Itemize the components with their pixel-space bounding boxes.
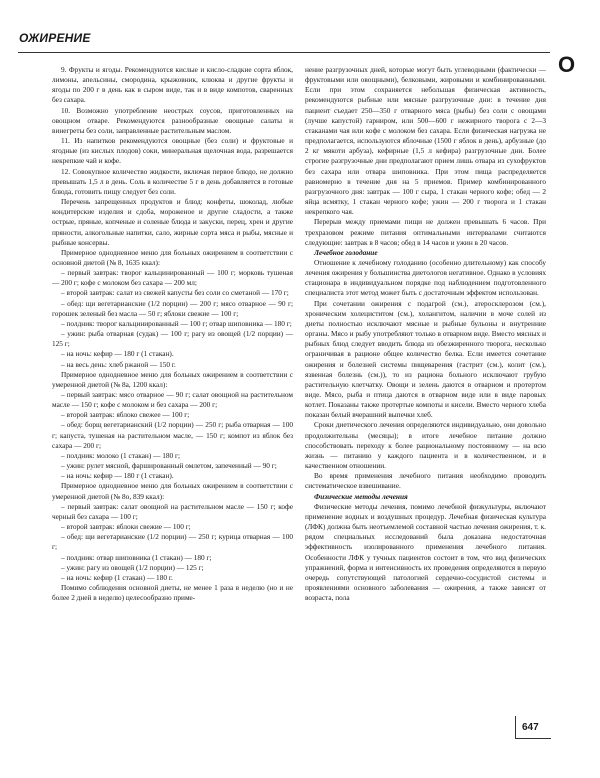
paragraph: нение разгрузочных дней, которые могут быть углеводными (фактически — фруктовыми или овощными), белковыми, жировыми и комбинированными. Если при этом сохраняется небольшая физическая активность, рекомендуются рыбные или мясные разгрузочные дни: в течение дня пациент съедает 250—350 г отварного мяса (рыбы) без соли с овощами (лучше капустой) гарниром, или 500—600 г нежирного творога с 2—3 стаканами чая или кофе с молоком без сахара. Если физическая нагрузка не предполагается, используются яблочные (1500 г яблок в день), арбузные (до 2 кг мякоти арбуза), кефирные (1,5 л кефира) разгрузочные дни. Более строгие разгрузочные дни предполагают прием лишь отвара из сухофруктов без сахара или отвара шиповника. При этом пища распределяется равномерно в течение дня на 5 приемов. Пример комбинированного разгрузочного дня: завтрак — 100 г сыра, 1 стакан черного кофе; обед — 2 яйца всмятку, 1 стакан черного кофе; ужин — 200 г творога и 1 стакан некрепкого чая. [305, 65, 546, 217]
menu-item: – полдник: творог кальцинированный — 100 г; отвар шиповника — 180 г; [61, 318, 292, 328]
paragraph: Примерное однодневное меню для больных ожирением в соответствии с умеренной диетой (№ 8а, 1200 ккал): [52, 369, 293, 389]
menu-item: – на ночь: кефир — 180 г (1 стакан). [61, 471, 174, 481]
section-heading: Лечебное голодание [314, 247, 378, 257]
menu-item: – ужин: рулет мясной, фаршированный омлетом, запеченный — 90 г; [61, 461, 277, 471]
paragraph: 9. Фрукты и ягоды. Рекомендуются кислые и кисло-сладкие сорта яблок, лимоны, апельсины, смородина, крыжовник, клюква и другие фрукты и ягоды по 200 г в день как в сыром виде, так и в виде компотов, сваренных без сахара. [52, 65, 293, 105]
menu-item: – ужин: рагу из овощей (1/2 порции) — 125 г; [61, 562, 204, 572]
menu-item: – на ночь: кефир (1 стакан) — 180 г. [61, 572, 173, 582]
paragraph: Сроки диетического лечения определяются индивидуально, они довольно продолжительны (месяцы); в итоге лечебное питание должно способствовать переходу к более рациональному постоянному — на всю жизнь — питанию у каждого пациента и в количественном, и в качественном отношении. [305, 420, 546, 471]
paragraph: Перечень запрещенных продуктов и блюд: конфеты, шоколад, любые кондитерские изделия и сдоба, мороженое и другие сладости, а также острые, пряные, копченые и соленые блюда и закуски, перец, хрен и другие пряности, алкогольные напитки, сало, жирные сорта мяса и рыбы, мясные и рыбные консервы. [52, 197, 293, 247]
text-body [52, 65, 546, 727]
menu-item: – обед: борщ вегетарианский (1/2 порции) — 250 г; рыба отварная — 100 г; капуста, тушеная на растительном масле, — 150 г; компот из яблок без сахара — 200 г; [52, 420, 293, 450]
paragraph: Отношение к лечебному голоданию (особенно длительному) как способу лечения ожирения у большинства диетологов негативное. Однако в условиях стационара в индивидуальном порядке под наблюдением подготовленного специалиста этот метод может быть с достаточным эффектом использован. [305, 257, 546, 298]
right-column [305, 65, 546, 727]
header-title: ОЖИРЕНИЕ [19, 31, 91, 45]
menu-item: – первый завтрак: салат овощной на растительном масле — 150 г; кофе черный без сахара — 100 г; [52, 501, 293, 521]
menu-item: – полдник: отвар шиповника (1 стакан) — 180 г; [61, 552, 212, 562]
menu-item: – обед: щи вегетарианские (1/2 порции) — 200 г; мясо отварное — 90 г; горошек зеленый без масла — 50 г; яблоки свежие — 100 г; [52, 298, 293, 318]
menu-item: – полдник: молоко (1 стакан) — 180 г; [61, 450, 180, 460]
left-column [52, 65, 293, 727]
section-heading: Физические методы лечения [314, 491, 408, 501]
paragraph: 10. Возможно употребление неострых соусов, приготовленных на овощном отваре. Рекомендуются разнообразные овощные салаты и винегреты без соли, заправленные растительным маслом. [52, 105, 293, 135]
menu-item: – обед: щи вегетарианские (1/2 порции) — 250 г; курица отварная — 100 г; [52, 532, 293, 552]
page-number: 647 [522, 722, 539, 733]
running-header [18, 30, 576, 77]
paragraph: Во время применения лечебного питания необходимо проводить систематическое взвешивание. [305, 471, 546, 491]
footer-divider [515, 716, 516, 738]
menu-item: – ужин: рыба отварная (судак) — 100 г; рагу из овощей (1/2 порции) — 125 г; [52, 329, 293, 349]
paragraph: Помимо соблюдения основной диеты, не менее 1 раза в неделю (но и не более 2 дней в неделю) целесообразно приме- [52, 582, 293, 603]
menu-item: – первый завтрак: мясо отварное — 90 г; салат овощной на растительном масле — 150 г; кофе с молоком и без сахара — 200 г; [52, 390, 293, 410]
paragraph: Примерное однодневное меню для больных ожирением в соответствии с умеренной диетой (№ 8о, 839 ккал): [52, 481, 293, 501]
menu-item: – на весь день: хлеб ржаной — 150 г. [61, 359, 176, 369]
paragraph: При сочетании ожирения с подагрой (см.), атеросклерозом (см.), хроническим холециститом (см.), холангитом, наличии в моче солей из диеты полностью исключают мясные и рыбные бульоны и внутренние органы. Мясо и рыбу употребляют только в отварном виде. Вместо мясных и рыбных блюд следует вводить блюда из обезжиренного творога, несколько ограничивая в рационе общее количество белка. Если имеется сочетание ожирения и болезней системы пищеварения (гастрит (см.), колит (см.), язвенная болезнь (см.)), то из рациона больного исключают грубую растительную клетчатку. Овощи и зелень даются в отварном и протертом виде. Мясо, рыба и птица даются в отварном виде или в виде паровых котлет. Показаны также протертые компоты и кисели. Вместо черного хлеба показан белый вчерашний выпечки хлеб. [305, 298, 546, 420]
menu-item: – второй завтрак: салат из свежей капусты без соли со сметаной — 170 г; [61, 288, 289, 298]
menu-item: – первый завтрак: творог кальцинированный — 100 г; морковь тушеная — 200 г; кофе с молоком без сахара — 200 мл; [52, 268, 293, 288]
menu-item: – второй завтрак: яблоки свежие — 100 г; [61, 522, 191, 532]
section-letter: О [558, 52, 576, 77]
paragraph: 11. Из напитков рекомендуются овощные (без соли) и фруктовые и ягодные (из кислых плодов) соки, минеральная щелочная вода, разрешается некрепкие чай и кофе. [52, 136, 293, 166]
paragraph: Перерыв между приемами пищи не должен превышать 6 часов. При трехразовом режиме питания оптимальными интервалами считаются следующие: завтрак в 8 часов; обед в 14 часов и ужин в 20 часов. [305, 217, 546, 247]
menu-item: – на ночь: кефир — 180 г (1 стакан). [61, 349, 174, 359]
menu-item: – второй завтрак: яблоко свежее — 100 г; [61, 410, 190, 420]
paragraph: Примерное однодневное меню для больных ожирением в соответствии с основной диетой (№ 8, 1635 ккал): [52, 247, 293, 267]
footer-underline [515, 738, 551, 739]
paragraph: 12. Совокупное количество жидкости, включая первое блюдо, не должно превышать 1,5 л в день. Соль в количестве 5 г в день добавляется в готовые блюда, готовить пищу следует без соли. [52, 166, 293, 196]
paragraph: Физические методы лечения, помимо лечебной физкультуры, включают применение водных и воздушных процедур. Лечебная физическая культура (ЛФК) должна быть неотъемлемой составной частью лечения ожирения, т. к. рядом специальных исследований была доказана недостаточная эффективность изолированного применения лечебного питания. Особенности ЛФК у тучных пациентов состоит в том, что вид физических упражнений, форма и интенсивность их проведения определяются в первую очередь сопутствующей патологией сердечно-сосудистой системы и проявлениями основного заболевания — ожирения, а также зависят от возраста, пола [305, 501, 546, 603]
